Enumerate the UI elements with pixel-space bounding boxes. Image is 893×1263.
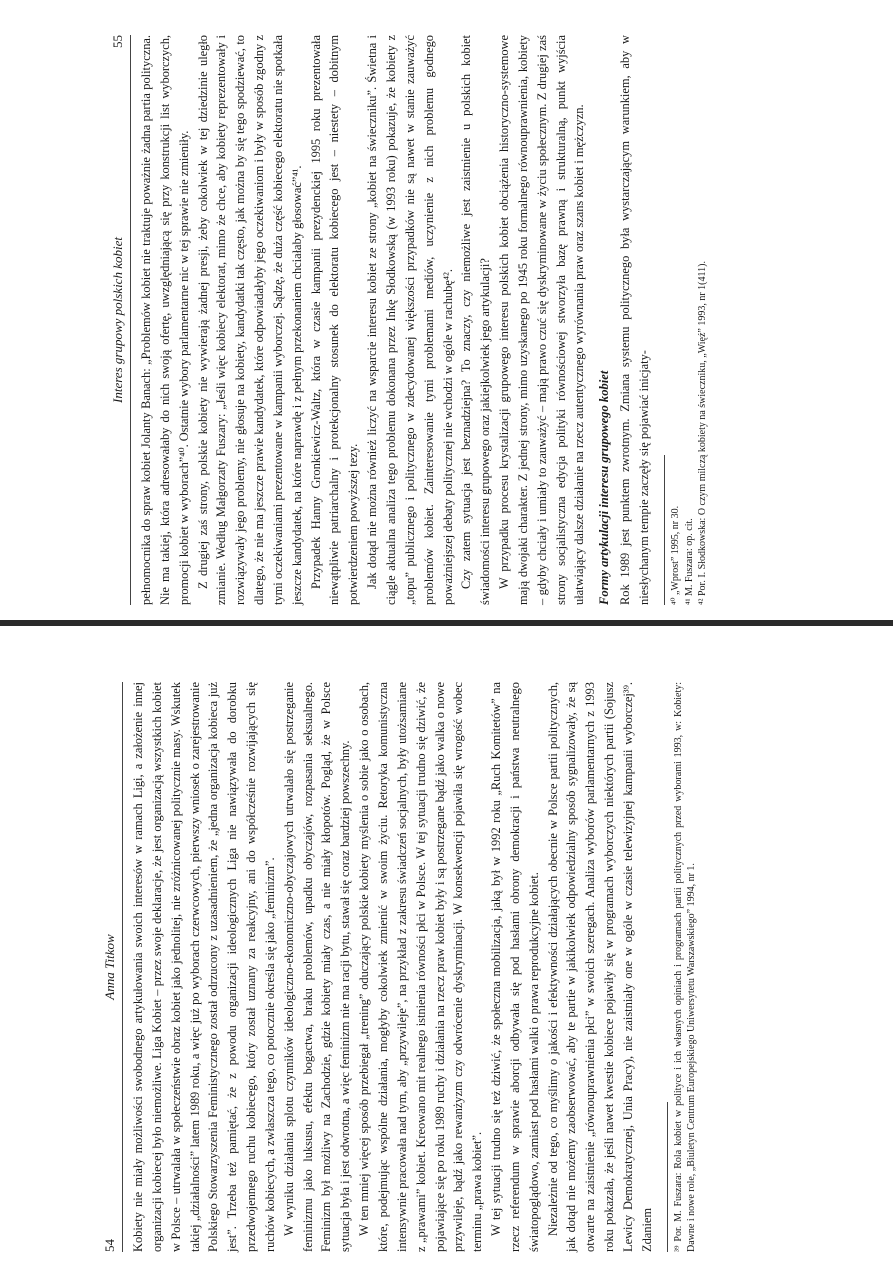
paragraph: Z drugiej zaś strony, polskie kobiety nie wywierają żadnej presji, żeby cokolwiek w tej dziedzinie uległo zmianie. Według Małgorzaty Fuszary: „Jeśli więc kobiecy elektorat, mimo że chce, aby kobiety reprezentowały i rozwiązywały jego problemy, nie głosuje na kobiety, kandydatki tak często, jak można by się tego spodziewać, to dlatego, że nie ma jeszcze prawie kandydatek, które odpowiadałyby jego oczekiwaniom i były w sposób zgodny z tymi oczekiwaniami prezentowane w kampanii wyborczej. Sądzę, że duża część kobiecego elektoratu nie spotkała jeszcze kandydatek, na które naprawdę i z pełnym przekonaniem chciałaby głosować”⁴¹.: [195, 35, 304, 605]
paragraph: pełnomocnika do spraw kobiet Jolanty Banach: „Problemów kobiet nie traktuje poważnie żadna partia polityczna. Nie ma takiej, która adresowałaby do nich swoją ofertę, uwzględniającą się przy konstrukcji list wyborczych, promocji kobiet w wyborach”⁴⁰. Ostatnie wybory parlamentarne nic w tej sprawie nie zmieniły.: [139, 35, 191, 605]
paragraph: Przypadek Hanny Gronkiewicz-Waltz, która w czasie kampanii prezydenckiej 1995 roku prezentowała niewątpliwie patriarchalny i protekcjonalny stosunek do elektoratu kobiecego jest – niestety – dobitnym potwierdzeniem powyższej tezy.: [308, 35, 361, 605]
paragraph: W wyniku działania splotu czynników ideologiczno-ekonomiczno-obyczajowych utrwalało się postrzeganie feminizmu jako luksusu, efektu bogactwa, braku problemów, upadku obyczajów, rozpasania seksualnego. Feminizm był możliwy na Zachodzie, gdzie kobiety miały czas, a nie miały kłopotów. Pogląd, że w Polsce sytuacja była i jest odwrotna, a więc feminizm nie ma racji bytu, stawał się coraz bardziej powszechny.: [281, 682, 353, 1252]
header-author: Anna Titkow: [102, 934, 117, 1000]
paragraph: Jak dotąd nie można również liczyć na wsparcie interesu kobiet ze strony „kobiet na świeczniku”. Świetna i ciągle aktualna analiza tego problemu dokonana przez Inkę Słodkowską (w 1993 roku) pokazuje, że kobiety z „topu” publicznego i politycznego w zdecydowanej większości przypadków nie są nawet w stanie zauważyć problemów kobiet. Zainteresowanie tymi problemami mediów, uczynienie z nich problemu godnego poważniejszej debaty politycznej nie wchodzi w ogóle w rachubę⁴².: [365, 35, 455, 605]
footnote: ⁴¹ M. Fuszara: op. cit.: [683, 518, 695, 605]
running-header: [108, 35, 131, 605]
paragraph: Czy zatem sytuacja jest beznadziejna? To znaczy, czy niemożliwe jest zaistnienie u polskich kobiet świadomości interesu grupowego oraz jakiejkolwiek jego artykulacji?: [459, 35, 493, 605]
paragraph: Kobiety nie miały możliwości swobodnego artykułowania swoich interesów w ramach Ligi, a założenie innej organizacji kobiecej było niemożliwe. Liga Kobiet – przez swoje deklaracje, że jest organizacją wszystkich kobiet w Polsce – utrwalała w społeczeństwie obraz kobiet jako jednolitej, nie zróżnicowanej politycznie masy. Wskutek takiej „działalności” latem 1989 roku, a więc już po wyborach czerwcowych, pierwszy wniosek o zarejestrowanie Polskiego Stowarzyszenia Feministycznego został odrzucony z uzasadnieniem, że „jedna organizacja kobieca już jest”. Trzeba też pamiętać, że z powodu organizacji ideologicznych Liga nie nawiązywała do dorobku przedwojennego ruchu kobiecego, który został uznany za reakcyjny, ani do współcześnie rozwijających się ruchów kobiecych, a zwłaszcza tego, co potocznie określa się jako „feminizm”.: [131, 682, 277, 1252]
header-title: Interes grupowy polskich kobiet: [110, 237, 125, 403]
running-header: [100, 682, 123, 1252]
page-number: 54: [102, 1239, 117, 1252]
footnote: ⁴⁰ „Wprost” 1995, nr 30.: [670, 505, 682, 605]
footnote: ³⁹ Por. M. Fuszara: Rola kobiet w polityce i ich własnych opiniach i programach partii politycznych przed wyborami 1993, w: Kobiety: Dawne i nowe role, „Biuletyn Centrum Europejskiego Uniwersytetu Warszawskiego” 1994, nr 1.: [672, 682, 698, 1252]
paragraph: Rok 1989 jest punktem zwrotnym. Zmiana systemu politycznego była wystarczającym warunkiem, aby w niesłychanym tempie zaczęły się pojawiać inicjaty-: [618, 35, 652, 605]
footnote-rule: [664, 455, 665, 605]
page-54: [100, 682, 699, 1252]
page-divider: [0, 620, 893, 626]
footnote: ⁴² Por. I. Słodkowska: O czym milczą kobiety na świeczniku, „Więź” 1993, nr 1(411).: [697, 261, 709, 605]
paragraph: W tej sytuacji trudno się też dziwić, że społeczna mobilizacja, jaką był w 1992 roku „Ruch Komitetów” na rzecz referendum w sprawie aborcji odbywała się pod hasłami obrony demokracji i państwa neutralnego światopoglądowo, zamiast pod hasłami walki o prawa reprodukcyjne kobiet.: [489, 682, 541, 1252]
section-heading: Formy artykulacji interesu grupowego kobiet: [597, 370, 612, 605]
page-55: [108, 35, 710, 605]
paragraph: W ten mniej więcej sposób przebiegał „trening” oduczający polskie kobiety myślenia o sobie jako o osobach, które, podejmując wspólne działania, mogłyby cokolwiek zmienić w swoim życiu. Retoryka komunistyczna intensywnie pracowała nad tym, aby „przywileje”, na przykład z zakresu świadczeń socjalnych, były utożsamiane z „prawami” kobiet. Kreowano mit realnego istnienia równości płci w Polsce. W tej sytuacji trudno się dziwić, że pojawiające się po roku 1989 ruchy i działania na rzecz praw kobiet były i są postrzegane bądź jako walka o nowe przywileje, bądź jako rewanżyzm czy odwrócenie dyskryminacji. W konsekwencji pojawiła się wrogość wobec terminu „prawa kobiet”.: [357, 682, 485, 1252]
page-number: 55: [110, 35, 125, 48]
footnote-rule: [667, 1102, 668, 1252]
paragraph: Niezależnie od tego, co myślimy o jakości i efektywności działających obecnie w Polsce partii politycznych, jak dotąd nie możemy zaobserwować, aby te partie w jakikolwiek odpowiedzialny sposób sygnalizowały, że są otwarte na zaistnienie „równouprawnienia płci” w swoich szeregach. Analiza wyborów parlamentarnych z 1993 roku pokazała, że jeśli nawet kwestie kobiece pojawiły się w programach wyborczych niektórych partii (Sojusz Lewicy Demokratycznej, Unia Pracy), nie zaistniały one w ogóle w czasie telewizyjnej kampanii wyborczej³⁹. Zdaniem: [545, 682, 654, 1252]
paragraph: W przypadku procesu krystalizacji grupowego interesu polskich kobiet obciążenia historyczno-systemowe mają dwojaki charakter. Z jednej strony, mimo uzyskanego po 1945 roku formalnego równouprawnienia, kobiety – gdyby chciały i umiały to zauważyć – mają prawo czuć się dyskryminowane w życiu społecznym. Z drugiej zaś strony socjalistyczna edycja polityki równościowej stworzyła bazę prawną i strukturalną, punkt wyjścia ułatwiający dalsze działanie na rzecz autentycznego wyrównania praw oraz szans kobiet i mężczyzn.: [497, 35, 587, 605]
